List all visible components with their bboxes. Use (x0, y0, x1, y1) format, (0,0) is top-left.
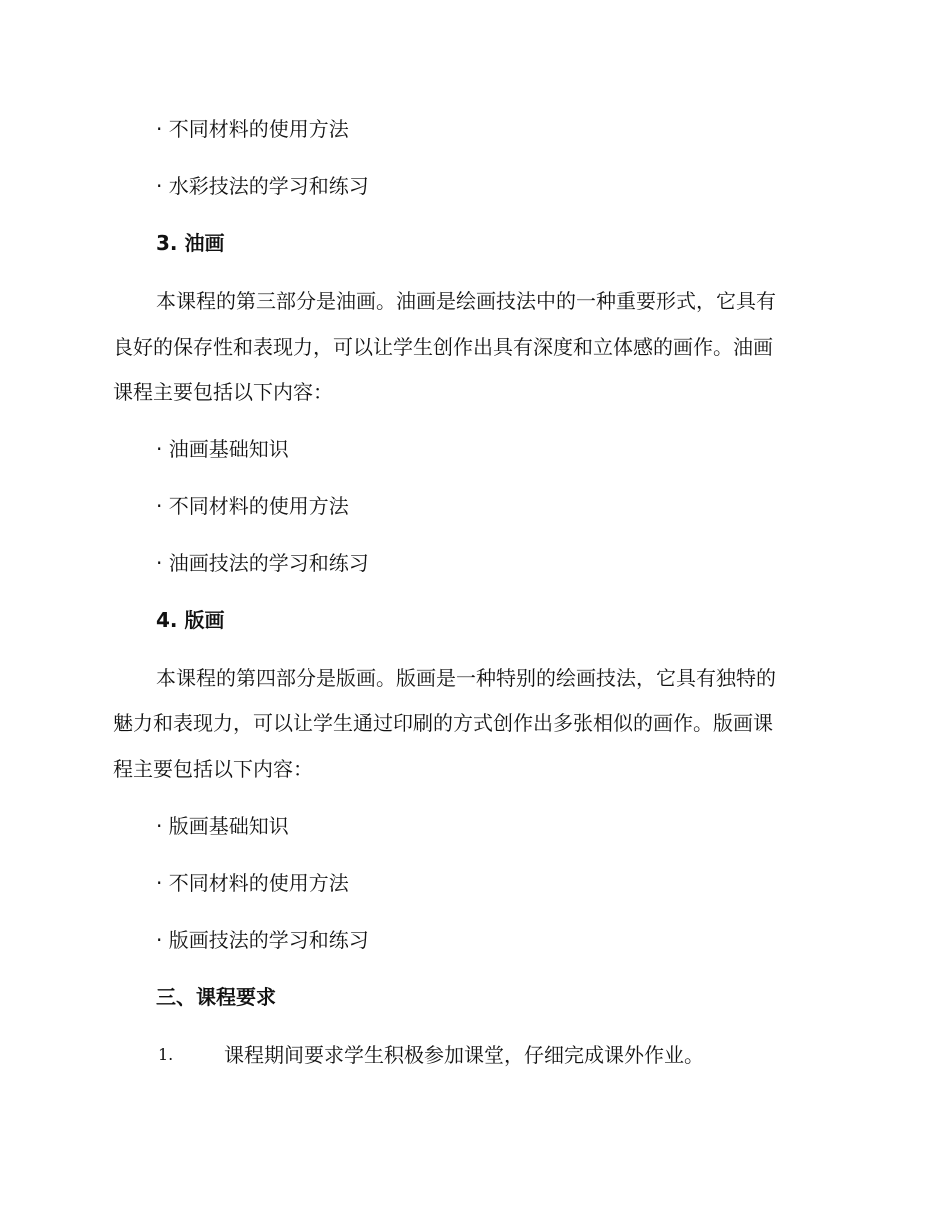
section-heading-oil-painting: 3. 油画 (156, 231, 225, 255)
list-item: · 油画技法的学习和练习 (156, 551, 369, 575)
paragraph-line: 良好的保存性和表现力，可以让学生创作出具有深度和立体感的画作。油画 (113, 335, 773, 359)
section-heading-requirements: 三、课程要求 (156, 985, 276, 1009)
numbered-item-index: 1. (158, 1045, 174, 1064)
list-item: · 版画技法的学习和练习 (156, 928, 369, 952)
list-item: · 油画基础知识 (156, 437, 289, 461)
list-item: · 不同材料的使用方法 (156, 117, 349, 141)
list-item: · 不同材料的使用方法 (156, 871, 349, 895)
paragraph-line: 本课程的第四部分是版画。版画是一种特别的绘画技法，它具有独特的 (156, 666, 776, 690)
numbered-item-text: 课程期间要求学生积极参加课堂，仔细完成课外作业。 (224, 1043, 704, 1067)
list-item: · 水彩技法的学习和练习 (156, 174, 369, 198)
paragraph-line: 程主要包括以下内容： (113, 757, 313, 781)
paragraph-line: 魅力和表现力，可以让学生通过印刷的方式创作出多张相似的画作。版画课 (113, 711, 773, 735)
list-item: · 不同材料的使用方法 (156, 494, 349, 518)
paragraph-line: 课程主要包括以下内容： (113, 380, 333, 404)
paragraph-line: 本课程的第三部分是油画。油画是绘画技法中的一种重要形式，它具有 (156, 289, 776, 313)
list-item: · 版画基础知识 (156, 814, 289, 838)
section-heading-printmaking: 4. 版画 (156, 608, 225, 632)
